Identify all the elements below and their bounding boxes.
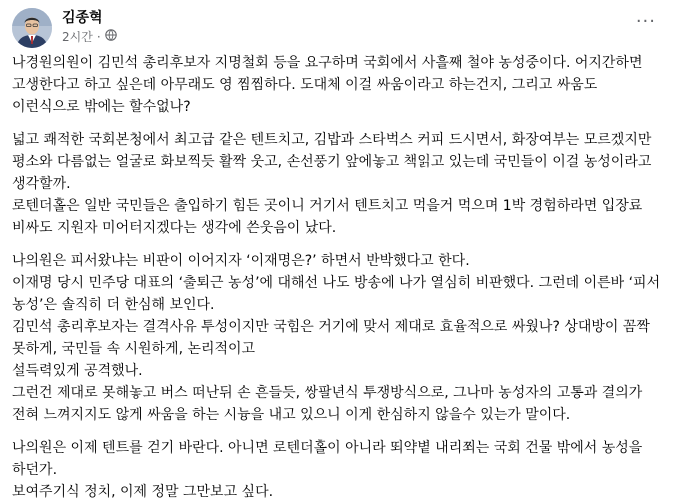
post-timestamp[interactable]: 2시간 bbox=[62, 30, 93, 44]
post-paragraph: 그런건 제대로 못해놓고 버스 떠난뒤 손 흔들듯, 쌍팔년식 투쟁방식으로, 그나마 농성자의 고통과 결의가 전혀 느껴지지도 않게 싸움을 하는 시늉을 내고 있으니 이게 한심하지 않을수 있는가 말이다. bbox=[12, 385, 643, 423]
author-name[interactable]: 김종혁 bbox=[62, 10, 103, 26]
post-paragraph: 이재명 당시 민주당 대표의 ‘출퇴근 농성’에 대해선 나도 방송에 나가 열심히 비판했다. 그런데 이른바 ‘피서 농성’은 솔직히 더 한심해 보인다. bbox=[12, 275, 661, 313]
post-paragraph: 설득력있게 공격했나. bbox=[12, 363, 143, 379]
post-body bbox=[12, 52, 664, 503]
avatar-portrait-icon bbox=[12, 8, 52, 48]
post-paragraph: 나의원은 이제 텐트를 걷기 바란다. 아니면 로텐더홀이 아니라 뙤약볕 내리쬐는 국회 건물 밖에서 농성을 하던가. bbox=[12, 440, 643, 478]
post-paragraph: 김민석 총리후보자는 결격사유 투성이지만 국힘은 거기에 맞서 제대로 효율적으로 싸웠나? 상대방이 꼼짝 못하게, 국민들 속 시원하게, 논리적이고 bbox=[12, 319, 650, 357]
post-paragraph: 넓고 쾌적한 국회본청에서 최고급 같은 텐트치고, 김밥과 스타벅스 커피 드시면서, 화장여부는 모르겠지만 평소와 다름없는 얼굴로 화보찍듯 활짝 웃고, 손선풍기 앞에놓고 책읽고 있는데 국민들이 이걸 농성이라고 생각할까. bbox=[12, 132, 652, 192]
separator-dot: · bbox=[96, 30, 101, 44]
audience-public-icon[interactable] bbox=[105, 29, 117, 45]
post-meta bbox=[62, 29, 117, 45]
author-avatar[interactable] bbox=[12, 8, 52, 48]
post-paragraph: 로텐더홀은 일반 국민들은 출입하기 힘든 곳이니 거기서 텐트치고 먹을거 먹으며 1박 경험하라면 입장료 비싸도 지원자 미어터지겠다는 생각에 쓴웃음이 났다. bbox=[12, 198, 643, 236]
post-paragraph: 나의원은 피서왔냐는 비판이 이어지자 ‘이재명은?’ 하면서 반박했다고 한다. bbox=[12, 253, 470, 269]
more-options-icon[interactable]: ··· bbox=[635, 11, 656, 32]
post-paragraph: 나경원의원이 김민석 총리후보자 지명철회 등을 요구하며 국회에서 사흘째 철야 농성중이다. 어지간하면 고생한다고 하고 싶은데 아무래도 영 찜찜하다. 도대체 이걸 싸움이라고 하는건지, 그리고 싸움도 이런식으로 밖에는 할수없나? bbox=[12, 55, 643, 115]
post-paragraph: 보여주기식 정치, 이제 정말 그만보고 싶다. bbox=[12, 484, 274, 500]
